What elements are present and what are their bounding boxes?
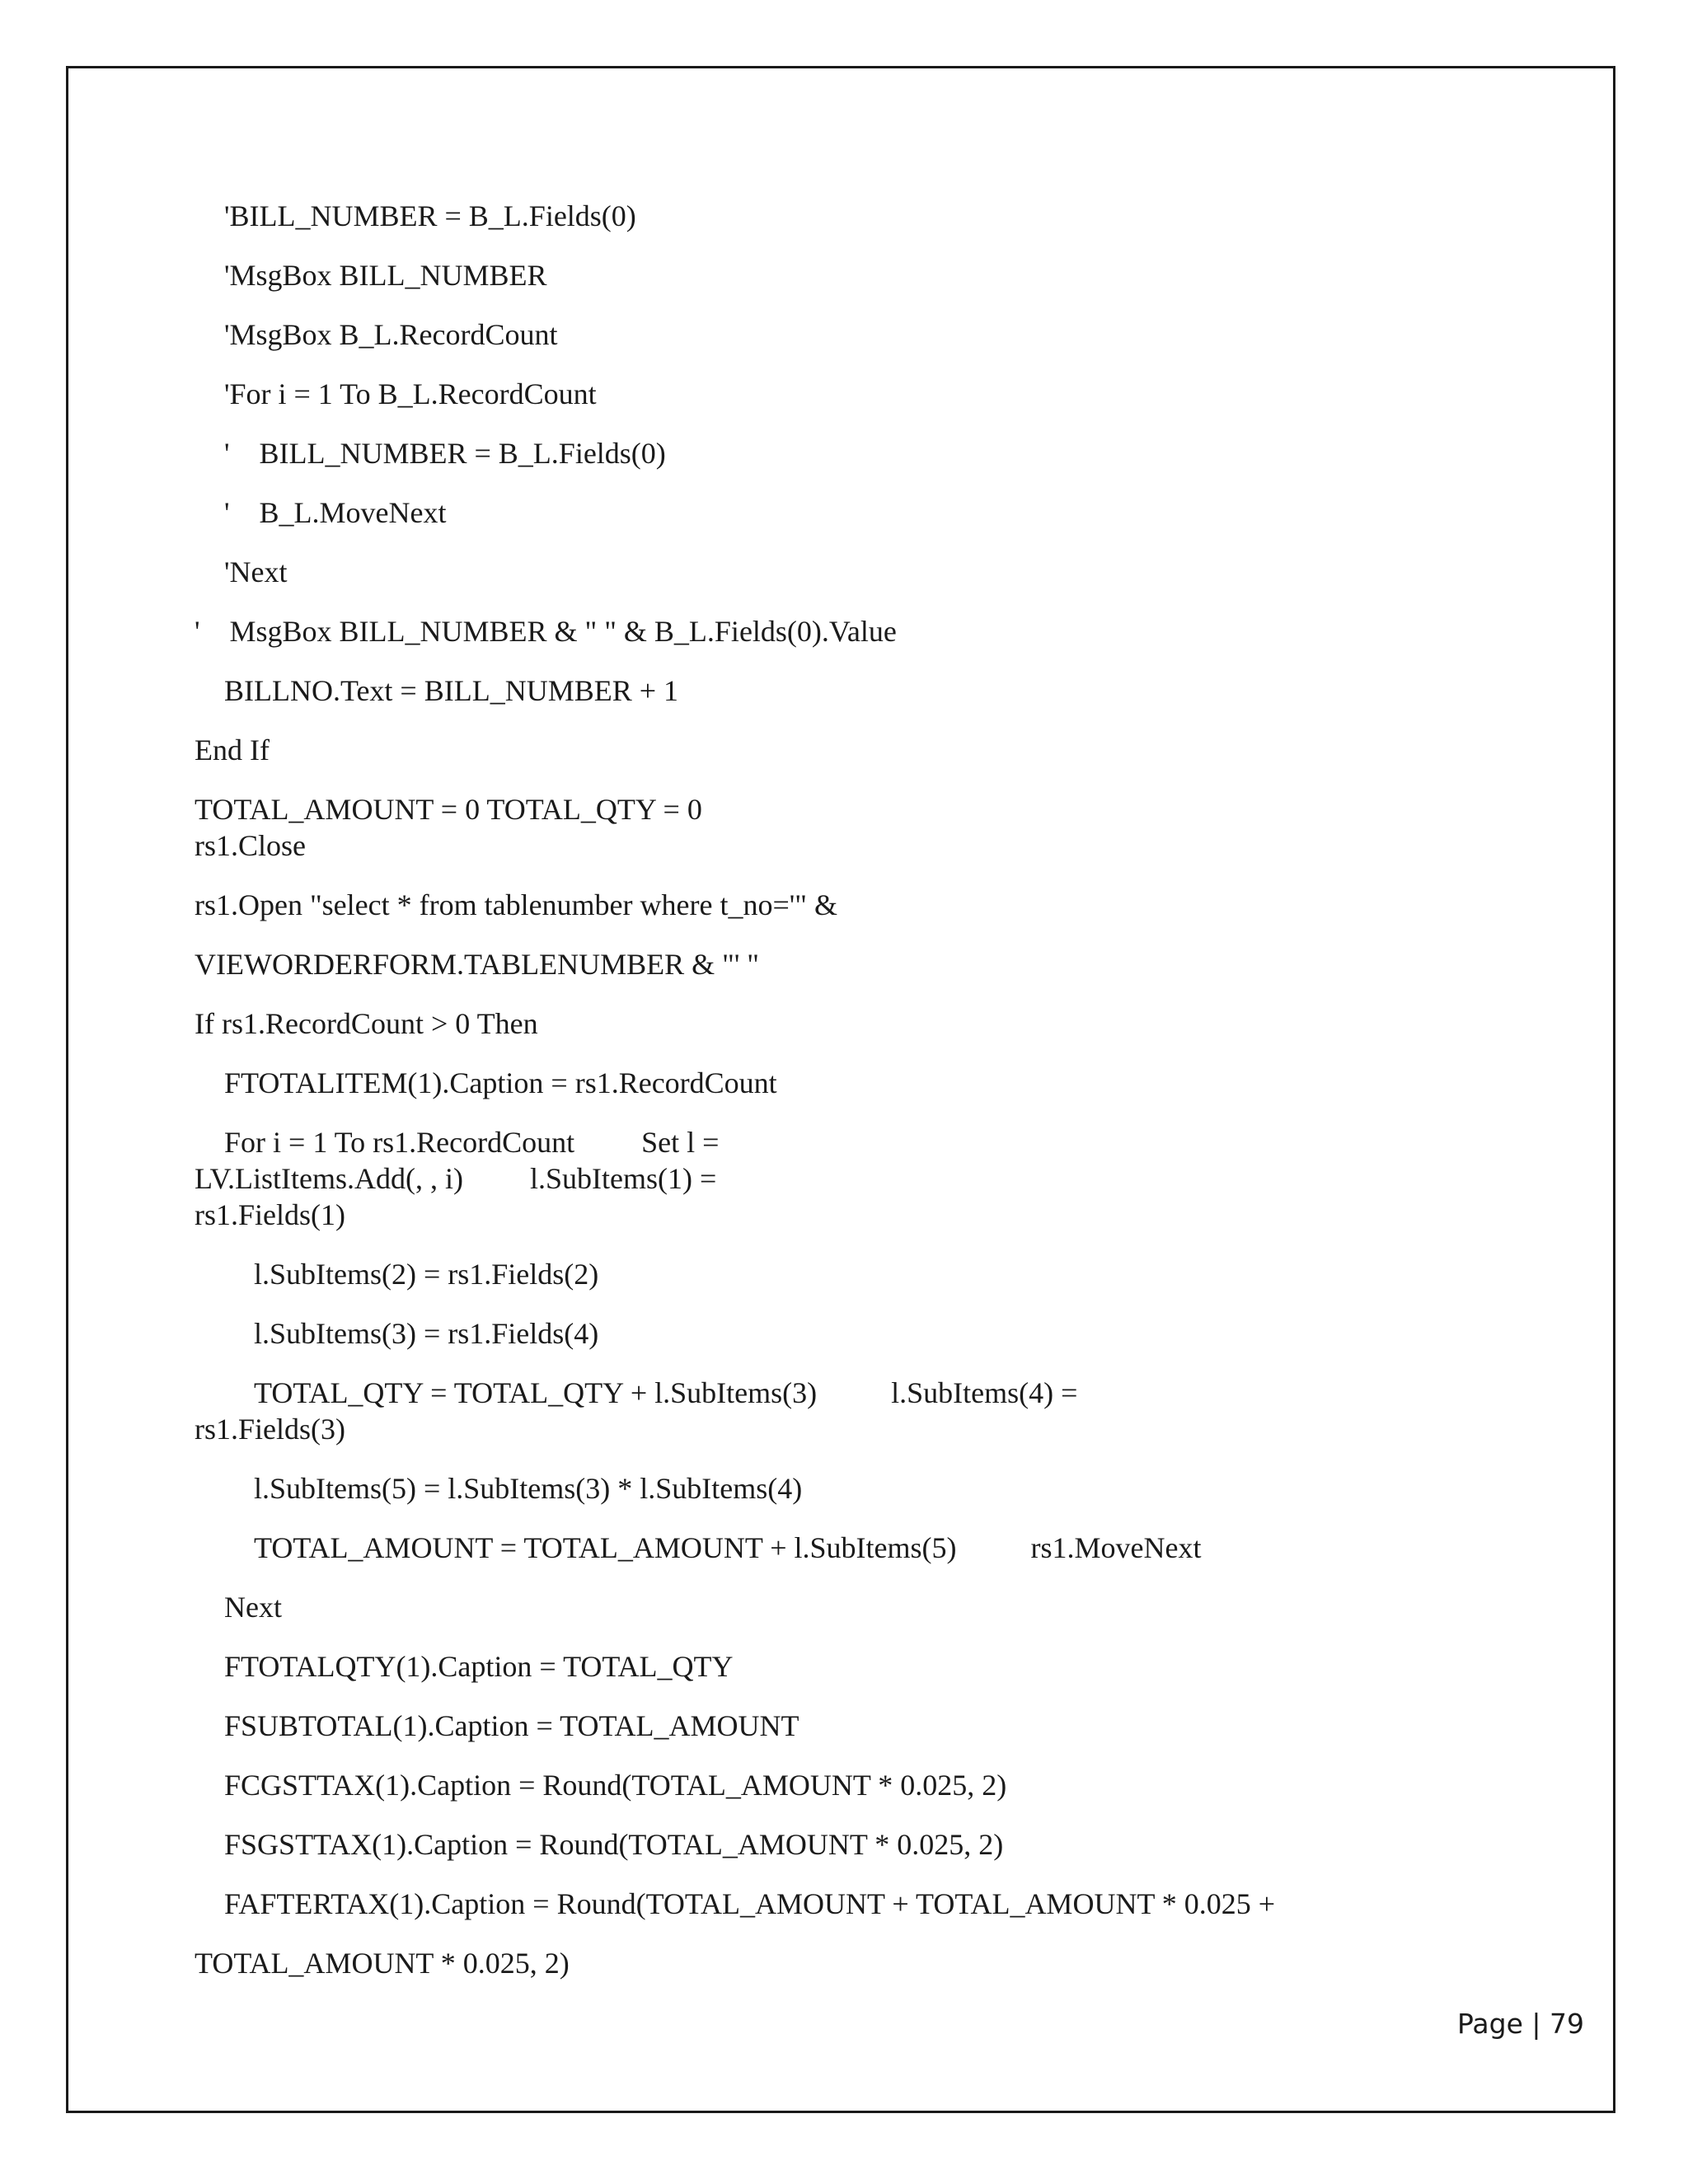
code-line: If rs1.RecordCount > 0 Then bbox=[195, 1007, 538, 1040]
code-line: BILLNO.Text = BILL_NUMBER + 1 bbox=[224, 674, 679, 707]
code-line: 'Next bbox=[224, 555, 288, 588]
code-line: l.SubItems(5) = l.SubItems(3) * l.SubItems(4) bbox=[254, 1472, 803, 1505]
code-line: 'BILL_NUMBER = B_L.Fields(0) bbox=[224, 199, 636, 232]
code-line: FSGSTTAX(1).Caption = Round(TOTAL_AMOUNT * 0.025, 2) bbox=[224, 1828, 1004, 1861]
code-line: rs1.Fields(3) bbox=[195, 1413, 345, 1446]
code-line: FAFTERTAX(1).Caption = Round(TOTAL_AMOUNT + TOTAL_AMOUNT * 0.025 + bbox=[224, 1887, 1276, 1920]
code-line: TOTAL_AMOUNT = 0 TOTAL_QTY = 0 bbox=[195, 793, 702, 826]
code-line: TOTAL_AMOUNT = TOTAL_AMOUNT + l.SubItems(5) rs1.MoveNext bbox=[254, 1531, 1202, 1564]
code-line: ' MsgBox BILL_NUMBER & " " & B_L.Fields(0).Value bbox=[195, 615, 897, 648]
code-line: l.SubItems(3) = rs1.Fields(4) bbox=[254, 1317, 599, 1350]
code-line: ' BILL_NUMBER = B_L.Fields(0) bbox=[224, 437, 666, 470]
code-line: rs1.Open "select * from tablenumber where t_no='" & bbox=[195, 888, 837, 921]
code-line: TOTAL_QTY = TOTAL_QTY + l.SubItems(3) l.SubItems(4) = bbox=[254, 1376, 1078, 1409]
code-line: Next bbox=[224, 1591, 282, 1624]
code-line: 'MsgBox BILL_NUMBER bbox=[224, 259, 547, 292]
code-line: FTOTALQTY(1).Caption = TOTAL_QTY bbox=[224, 1650, 734, 1683]
code-line: 'For i = 1 To B_L.RecordCount bbox=[224, 377, 597, 410]
code-line: rs1.Fields(1) bbox=[195, 1198, 345, 1231]
code-line: FTOTALITEM(1).Caption = rs1.RecordCount bbox=[224, 1066, 777, 1099]
code-line: TOTAL_AMOUNT * 0.025, 2) bbox=[195, 1947, 570, 1980]
code-line: End If bbox=[195, 733, 270, 766]
code-line: 'MsgBox B_L.RecordCount bbox=[224, 318, 558, 351]
code-line: ' B_L.MoveNext bbox=[224, 496, 447, 529]
code-line: FSUBTOTAL(1).Caption = TOTAL_AMOUNT bbox=[224, 1709, 799, 1742]
page-number: Page | 79 bbox=[1457, 2008, 1584, 2040]
code-line: VIEWORDERFORM.TABLENUMBER & "' " bbox=[195, 948, 760, 981]
code-line: FCGSTTAX(1).Caption = Round(TOTAL_AMOUNT * 0.025, 2) bbox=[224, 1769, 1007, 1802]
code-line: For i = 1 To rs1.RecordCount Set l = bbox=[224, 1126, 720, 1159]
code-line: rs1.Close bbox=[195, 829, 306, 862]
code-line: l.SubItems(2) = rs1.Fields(2) bbox=[254, 1258, 599, 1291]
code-line: LV.ListItems.Add(, , i) l.SubItems(1) = bbox=[195, 1162, 717, 1195]
